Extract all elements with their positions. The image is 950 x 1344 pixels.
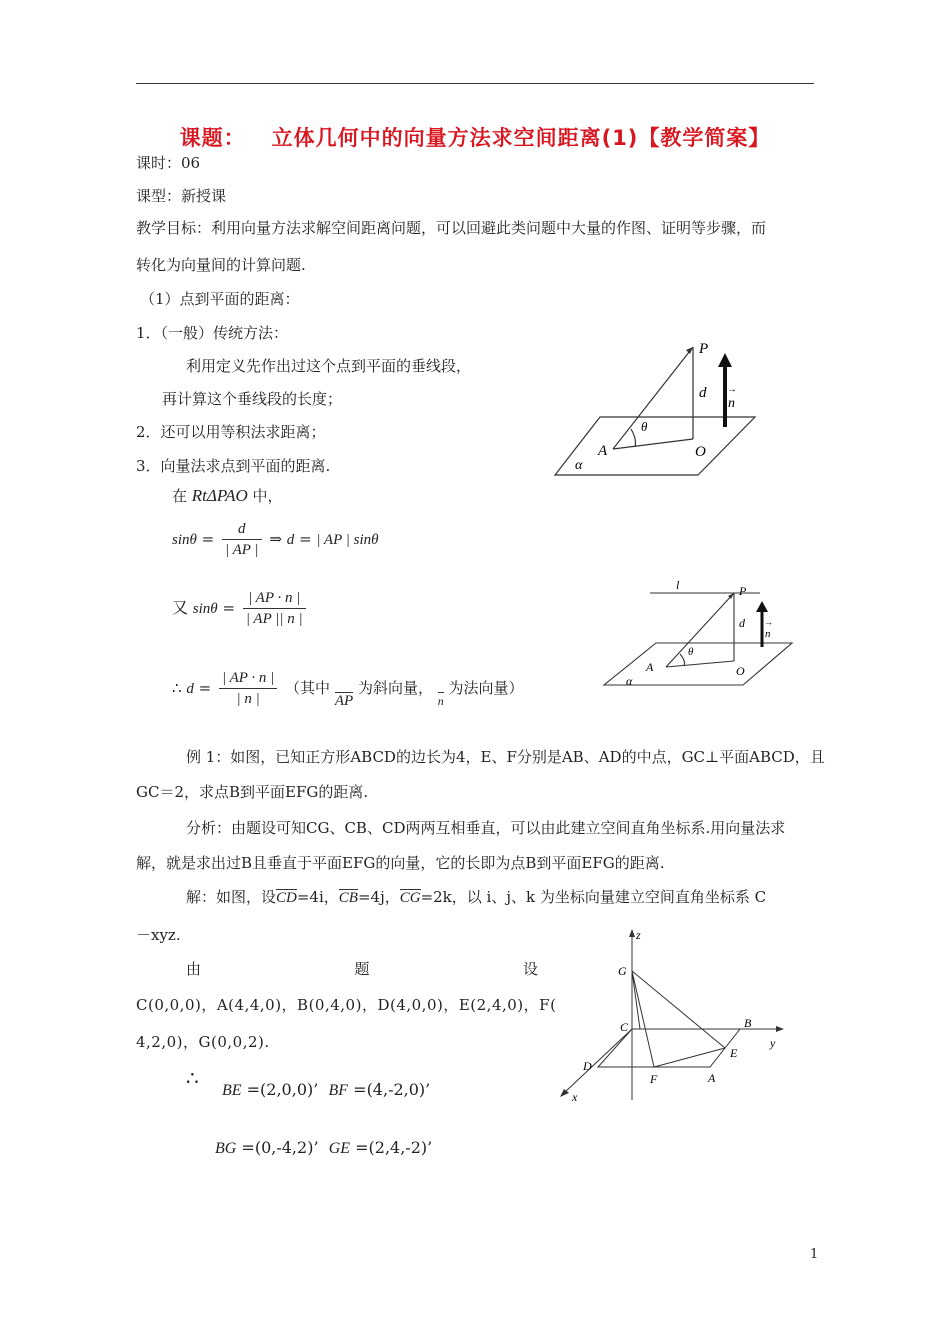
vector-bg: BG [215, 1140, 237, 1157]
char-she: 设 [522, 960, 538, 978]
objective-line-1: 教学目标：利用向量方法求解空间距离问题，可以回避此类问题中大量的作图、证明等步骤，而 [136, 219, 767, 237]
you-label: 又 [172, 598, 189, 617]
header-rule [136, 83, 814, 84]
be-value: =(2,0,0) [246, 1080, 314, 1099]
rt-suffix: 中， [252, 487, 283, 505]
vector-ap: AP [334, 693, 354, 709]
analysis-line-1: 分析：由题设可知CG、CB、CD两两互相垂直，可以由此建立空间直角坐标系.用向量法求 [186, 819, 786, 837]
example-line-2: GC＝2，求点B到平面EFG的距离. [136, 783, 369, 801]
note-c: 为法向量） [448, 679, 524, 697]
label-c: C [620, 1020, 629, 1034]
label-p-2: P [739, 584, 747, 598]
label-theta-2: θ [688, 646, 694, 658]
coords-line-2: 4,2,0)，G(0,0,2). [136, 1033, 270, 1051]
label-a-point: A [708, 1071, 716, 1085]
solution-line-1 [186, 887, 766, 907]
title-main: 立体几何中的向量方法求空间距离(1)【教学简案】 [271, 126, 771, 150]
segment-ao [613, 439, 693, 449]
label-alpha-2: α [626, 674, 633, 688]
vector-n: n [437, 694, 444, 708]
label-a-2: A [646, 660, 654, 674]
equals-3: = [222, 599, 236, 617]
label-l: l [676, 578, 680, 592]
vector-cd: CD [276, 890, 297, 906]
numerator-d: d [222, 521, 262, 540]
label-f: F [650, 1072, 658, 1086]
section-heading: （1）点到平面的距离： [140, 290, 300, 308]
edge-ge [632, 971, 725, 1048]
fraction-dot-over-prod [243, 590, 306, 628]
equals-2: = [298, 530, 312, 548]
label-o: O [695, 444, 706, 460]
label-a: A [598, 443, 608, 459]
vector-line-1 [222, 1080, 430, 1100]
segment-ap [613, 347, 693, 449]
sin-theta-2: sinθ [192, 601, 218, 617]
page-number: 1 [810, 1247, 819, 1262]
label-alpha: α [575, 458, 583, 473]
note-a: （其中 [285, 679, 331, 697]
angle-arc [631, 429, 636, 447]
solution-prefix: 解：如图，设 [186, 888, 277, 906]
arrowhead-p [686, 347, 693, 354]
equals-4: = [198, 679, 212, 697]
label-n-arrow: → [727, 384, 737, 395]
comma-1: ’ [313, 1080, 319, 1099]
method-2: 2．还可以用等积法求距离； [136, 423, 326, 441]
spread-line [136, 958, 538, 979]
label-z: z [636, 928, 641, 942]
formula-sin-theta [172, 521, 378, 559]
solution-line-2: －xyz. [136, 926, 181, 944]
coords-line-1: C(0,0,0)，A(4,4,0)，B(0,4,0)，D(4,0,0)，E(2,4,0)，F( [136, 996, 557, 1014]
cg-value: =2k，以 i、j、k 为坐标向量建立空间直角坐标系 C [420, 888, 767, 906]
edge-fe [654, 1048, 725, 1067]
bf-value: =(4,-2,0) [353, 1080, 426, 1099]
therefore-1: ∴ [172, 679, 182, 697]
denominator-prod: | AP || n | [245, 611, 303, 627]
label-e: E [730, 1046, 738, 1060]
method-1-text-2: 再计算这个垂线段的长度； [162, 390, 343, 408]
objective-line-2: 转化为向量间的计算问题. [136, 256, 306, 274]
label-d: d [699, 385, 707, 401]
label-n: n [728, 396, 735, 411]
label-d-2: d [739, 616, 745, 630]
title-prefix: 课题： [179, 126, 246, 150]
ap-sin-theta: | AP | sinθ [316, 532, 379, 548]
label-n-arrow-2: → [764, 617, 773, 627]
equals: = [201, 530, 215, 548]
figure-point-plane [545, 335, 770, 480]
therefore-2: ∴ [186, 1066, 199, 1090]
numerator-dot: | AP · n | [243, 590, 306, 609]
ge-value: =(2,4,-2) [355, 1138, 428, 1157]
comma-3: ’ [313, 1138, 319, 1157]
vector-be: BE [222, 1082, 242, 1099]
d-symbol: d [286, 532, 295, 548]
vector-ge: GE [328, 1140, 351, 1157]
rt-prefix: 在 [172, 487, 188, 505]
bg-value: =(0,-4,2) [241, 1138, 314, 1157]
vector-cg: CG [399, 890, 421, 906]
figure-coordinate [550, 925, 790, 1105]
comma-4: ’ [427, 1138, 433, 1157]
square-abcd [598, 1029, 740, 1067]
numerator-dot-2: | AP · n | [219, 670, 277, 689]
segment-ap-2 [666, 593, 734, 667]
label-g: G [618, 964, 627, 978]
normal-arrowhead-2 [756, 601, 768, 612]
denominator-ap: | AP | [225, 542, 259, 558]
method-1-text-1: 利用定义先作出过这个点到平面的垂线段， [186, 357, 472, 375]
rt-triangle: RtΔPAO [191, 486, 248, 505]
page-title [0, 122, 950, 152]
comma-2: ’ [425, 1080, 431, 1099]
example-line-1: 例 1：如图，已知正方形ABCD的边长为4，E、F分别是AB、AD的中点，GC⊥平面ABCD，且 [186, 748, 825, 766]
lesson-hours: 课时：06 [136, 154, 201, 172]
label-n-2: n [765, 628, 771, 640]
fraction-d-over-ap [222, 521, 262, 559]
segment-ao-2 [666, 661, 734, 667]
label-x: x [572, 1090, 578, 1104]
char-you: 由 [186, 960, 202, 978]
rt-triangle-line [172, 486, 283, 506]
fraction-distance [219, 670, 277, 708]
note-b: 为斜向量， [357, 679, 433, 697]
vector-line-2 [215, 1138, 432, 1158]
cd-value: =4i， [296, 888, 339, 906]
angle-arc-2 [680, 654, 685, 666]
normal-arrowhead [718, 353, 732, 367]
vector-bf: BF [328, 1082, 349, 1099]
label-b: B [744, 1016, 752, 1030]
d-symbol-2: d [186, 681, 194, 697]
sin-theta: sinθ [172, 532, 197, 548]
denominator-n: | n | [236, 691, 260, 707]
method-1-heading: 1．（一般）传统方法： [136, 324, 289, 342]
figure-line-plane [598, 575, 798, 695]
formula-distance [172, 670, 524, 708]
lesson-type: 课型：新授课 [136, 187, 227, 205]
arrow-z [629, 929, 635, 937]
arrow-y [776, 1026, 784, 1032]
cb-value: =4j， [357, 888, 400, 906]
label-o-2: O [736, 664, 745, 678]
label-y: y [770, 1036, 776, 1050]
edge-gf [632, 971, 654, 1067]
formula-sin-dot [172, 590, 309, 628]
analysis-line-2: 解，就是求出过B且垂直于平面EFG的向量，它的长即为点B到平面EFG的距离. [136, 854, 665, 872]
char-ti: 题 [354, 960, 370, 978]
label-theta: θ [641, 419, 648, 434]
axis-x [564, 1029, 632, 1093]
vector-cb: CB [338, 890, 358, 906]
method-3: 3．向量法求点到平面的距离. [136, 457, 331, 475]
label-d-point: D [583, 1059, 592, 1073]
label-p: P [699, 341, 709, 357]
implies: ⇒ [269, 530, 282, 548]
